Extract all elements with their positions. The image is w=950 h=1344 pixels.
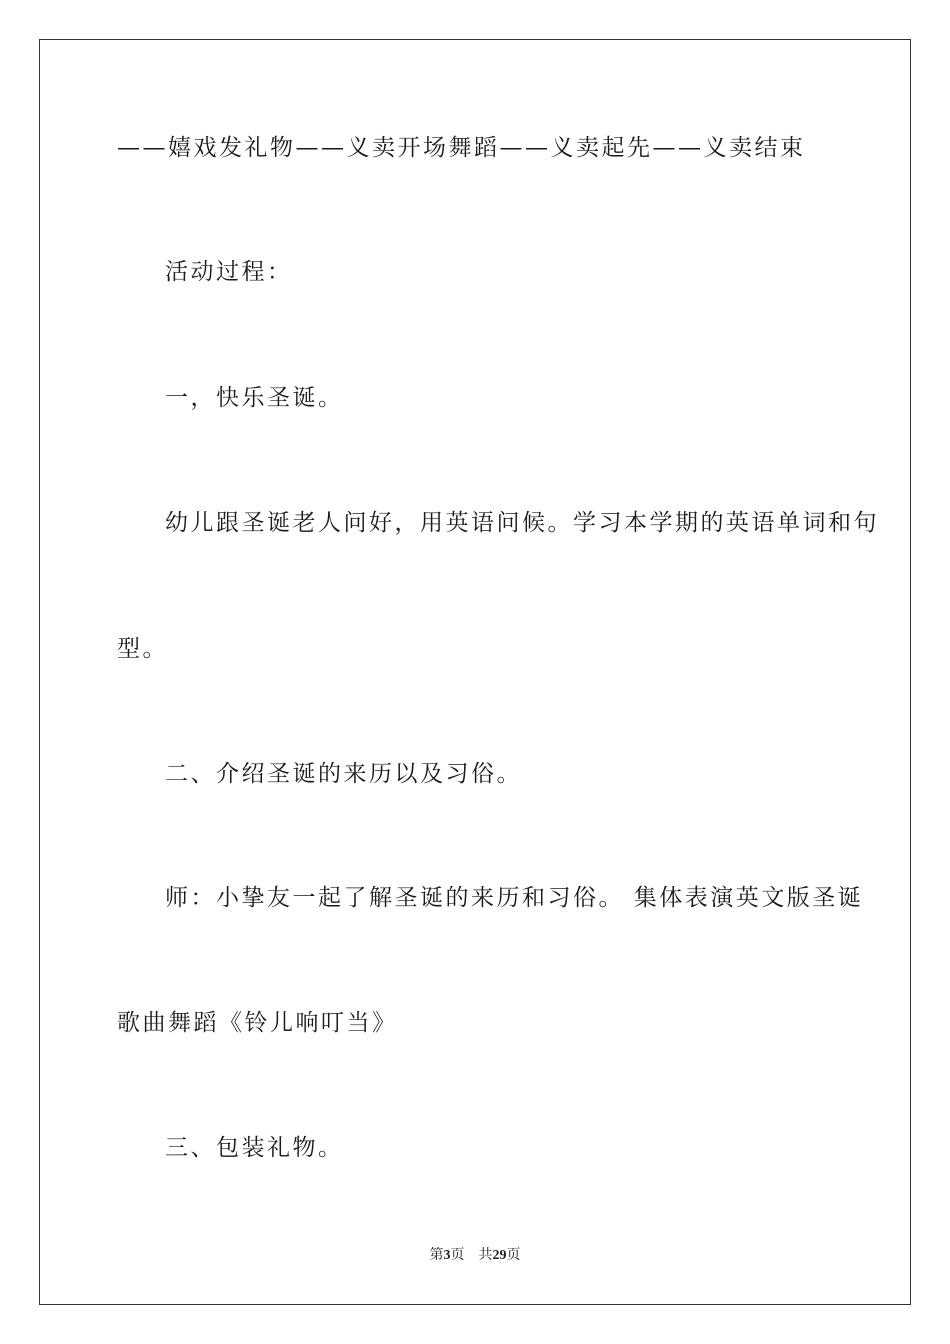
text-line-paragraph-one-cont: 型。 [117,636,168,662]
footer-total-prefix: 共 [478,1248,493,1263]
text-line-paragraph-two: 师：小挚友一起了解圣诞的来历和习俗。 集体表演英文版圣诞 [165,885,864,911]
text-line-section-one: 一，快乐圣诞。 [165,385,344,411]
text-line-section-two: 二、介绍圣诞的来历以及习俗。 [165,761,522,787]
text-line-section-three: 三、包装礼物。 [165,1135,344,1161]
footer-page-number: 3 [443,1248,451,1263]
text-line-paragraph-two-cont: 歌曲舞蹈《铃儿响叮当》 [117,1010,398,1036]
text-line-flow: ——嬉戏发礼物——义卖开场舞蹈——义卖起先——义卖结束 [117,135,806,161]
footer-total-pages: 29 [492,1248,507,1263]
page-border [39,39,911,1305]
page-footer [0,1246,950,1266]
text-line-heading-process: 活动过程： [165,259,293,285]
footer-total-suffix: 页 [506,1248,521,1263]
text-line-paragraph-one: 幼儿跟圣诞老人问好，用英语问候。学习本学期的英语单词和句 [165,510,879,536]
footer-page-suffix: 页 [450,1248,465,1263]
footer-prefix: 第 [429,1248,444,1263]
